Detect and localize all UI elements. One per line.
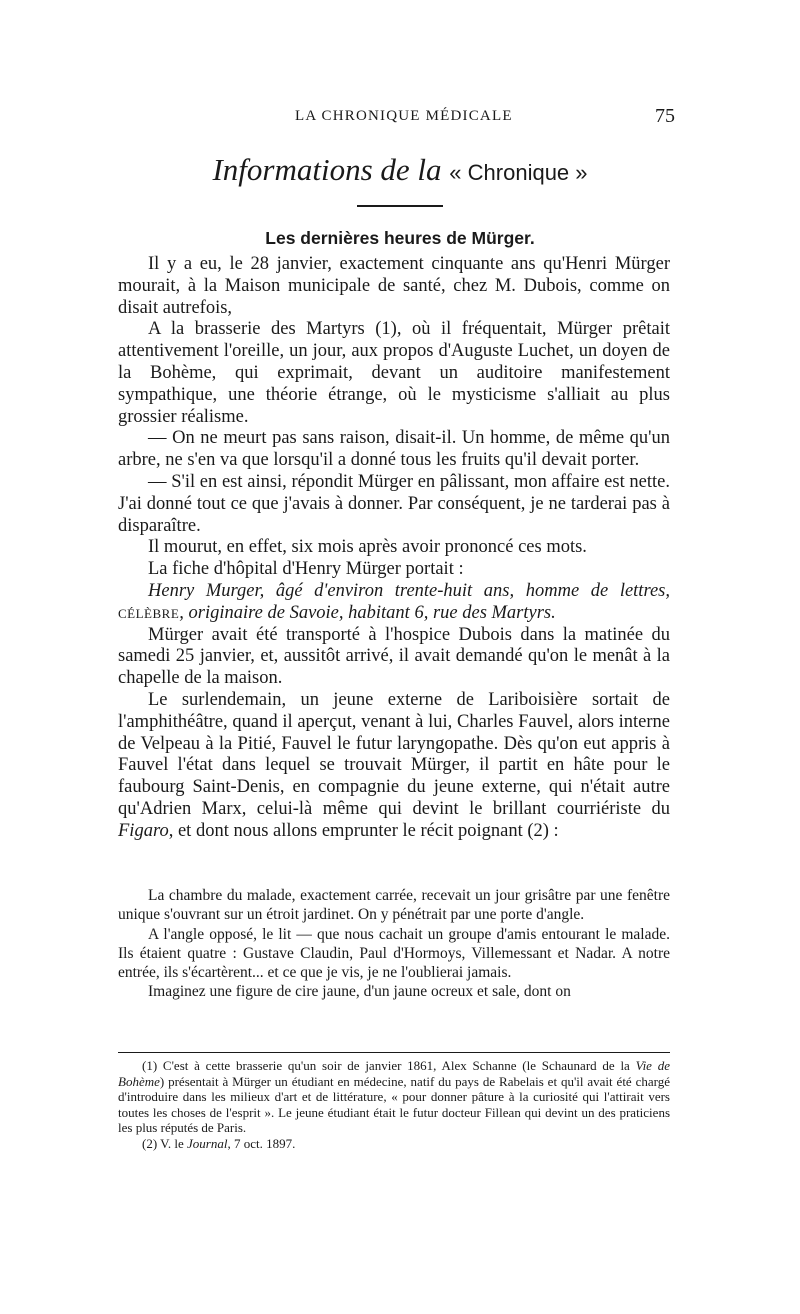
- quote-paragraph: A l'angle opposé, le lit — que nous cachait un groupe d'amis entourant le malade. Ils étaient quatre : Gustave Claudin, Paul d'Hormoys, Villemessant et Nadar. A notre entrée, ils s'écartèrent... et ce que je vis, je ne l'oublierai jamais.: [118, 925, 670, 982]
- footnote-2-italic: Journal: [187, 1135, 228, 1151]
- body-paragraph: — S'il en est ainsi, répondit Mürger en pâlissant, mon affaire est nette. J'ai donné tout ce que j'avais à donner. Par conséquent, je ne tarderai pas à disparaître.: [118, 471, 670, 536]
- hospital-record-celebre: célèbre: [118, 602, 180, 623]
- body-paragraph: Mürger avait été transporté à l'hospice Dubois dans la matinée du samedi 25 janvier, et, aussitôt arrivé, il avait demandé qu'on le menât à la chapelle de la maison.: [118, 624, 670, 689]
- figaro-text-1: Le surlendemain, un jeune externe de Lariboisière sortait de l'amphithéâtre, quand il aperçut, venant à lui, Charles Fauvel, alors interne de Velpeau à la Pitié, Fauvel le futur laryngopathe. Dès qu'on eut appris à Fauvel l'état dans lequel se trouvait Mürger, il partit en hâte pour le faubourg Saint-Denis, en compagnie du jeune externe, qui n'était autre qu'Adrien Marx, celui-là même qui devint le brillant courriériste du: [118, 689, 670, 819]
- body-paragraph: Il y a eu, le 28 janvier, exactement cinquante ans qu'Henri Mürger mourait, à la Maison municipale de santé, chez M. Dubois, comme on disait autrefois,: [118, 254, 670, 318]
- quote-paragraph: La chambre du malade, exactement carrée, recevait un jour grisâtre par une fenêtre unique s'ouvrant sur un étroit jardinet. On y pénétrait par une porte d'angle.: [118, 887, 670, 924]
- running-header: [0, 105, 800, 132]
- footnote-1-italic: Vie de Bohème: [118, 1058, 670, 1089]
- footnote-2-text-b: , 7 oct. 1897.: [227, 1135, 296, 1151]
- title-italic-part: Informations de la: [212, 152, 442, 187]
- article-body: [118, 254, 670, 843]
- body-paragraph: — On ne meurt pas sans raison, disait-il. Un homme, de même qu'un arbre, ne s'en va que lorsqu'il a donné tous les fruits qu'il devait porter.: [118, 428, 670, 471]
- hospital-record-part1: Henry Murger, âgé d'environ trente-huit ans, homme de lettres,: [148, 580, 670, 601]
- footnote-2-text-a: (2) V. le: [142, 1135, 188, 1151]
- footnote-2: [118, 1136, 670, 1152]
- body-paragraph-figaro: [118, 690, 670, 843]
- figaro-text-2: , et dont nous allons emprunter le récit poignant (2) :: [168, 820, 559, 841]
- article-subtitle: Les dernières heures de Mürger.: [265, 228, 535, 248]
- quoted-account: [118, 886, 670, 1002]
- footnote-1-text-a: (1) C'est à cette brasserie qu'un soir de janvier 1861, Alex Schanne (le Schaunard de la: [142, 1058, 636, 1073]
- page-number: 75: [655, 105, 675, 127]
- footnote-1-text-b: ) présentait à Mürger un étudiant en médecine, natif du pays de Rabelais et qu'il avait été chargé d'introduire dans les milieux d'art et de littérature, « pour donner pâture à la curiosité qui l'attirait vers toutes les choses de l'esprit ». Le jeune étudiant était le futur docteur Fillean qui devint un des praticiens les plus réputés de Paris.: [118, 1073, 670, 1135]
- body-paragraph: A la brasserie des Martyrs (1), où il fréquentait, Mürger prêtait attentivement l'oreille, un jour, aux propos d'Auguste Luchet, un doyen de la Bohème, qui exprimait, devant un auditoire manifestement sympathique, une théorie étrange, où le mysticisme s'alliait au plus grossier réalisme.: [118, 319, 670, 427]
- figaro-italic: Figaro: [118, 820, 169, 841]
- quote-paragraph: Imaginez une figure de cire jaune, d'un jaune ocreux et sale, dont on: [148, 983, 571, 1001]
- article-title: [0, 152, 800, 188]
- footnote-1: [118, 1058, 670, 1136]
- title-divider: [357, 205, 443, 207]
- body-paragraph: Il mourut, en effet, six mois après avoir prononcé ces mots.: [148, 537, 587, 558]
- hospital-record: [118, 581, 670, 625]
- footnote-divider: [118, 1052, 670, 1053]
- running-title: LA CHRONIQUE MÉDICALE: [295, 108, 513, 124]
- footnotes: [118, 1058, 670, 1151]
- body-paragraph: La fiche d'hôpital d'Henry Mürger portait :: [148, 559, 464, 580]
- title-quoted-part: « Chronique »: [449, 160, 588, 185]
- hospital-record-part2: , originaire de Savoie, habitant 6, rue des Martyrs.: [179, 602, 556, 623]
